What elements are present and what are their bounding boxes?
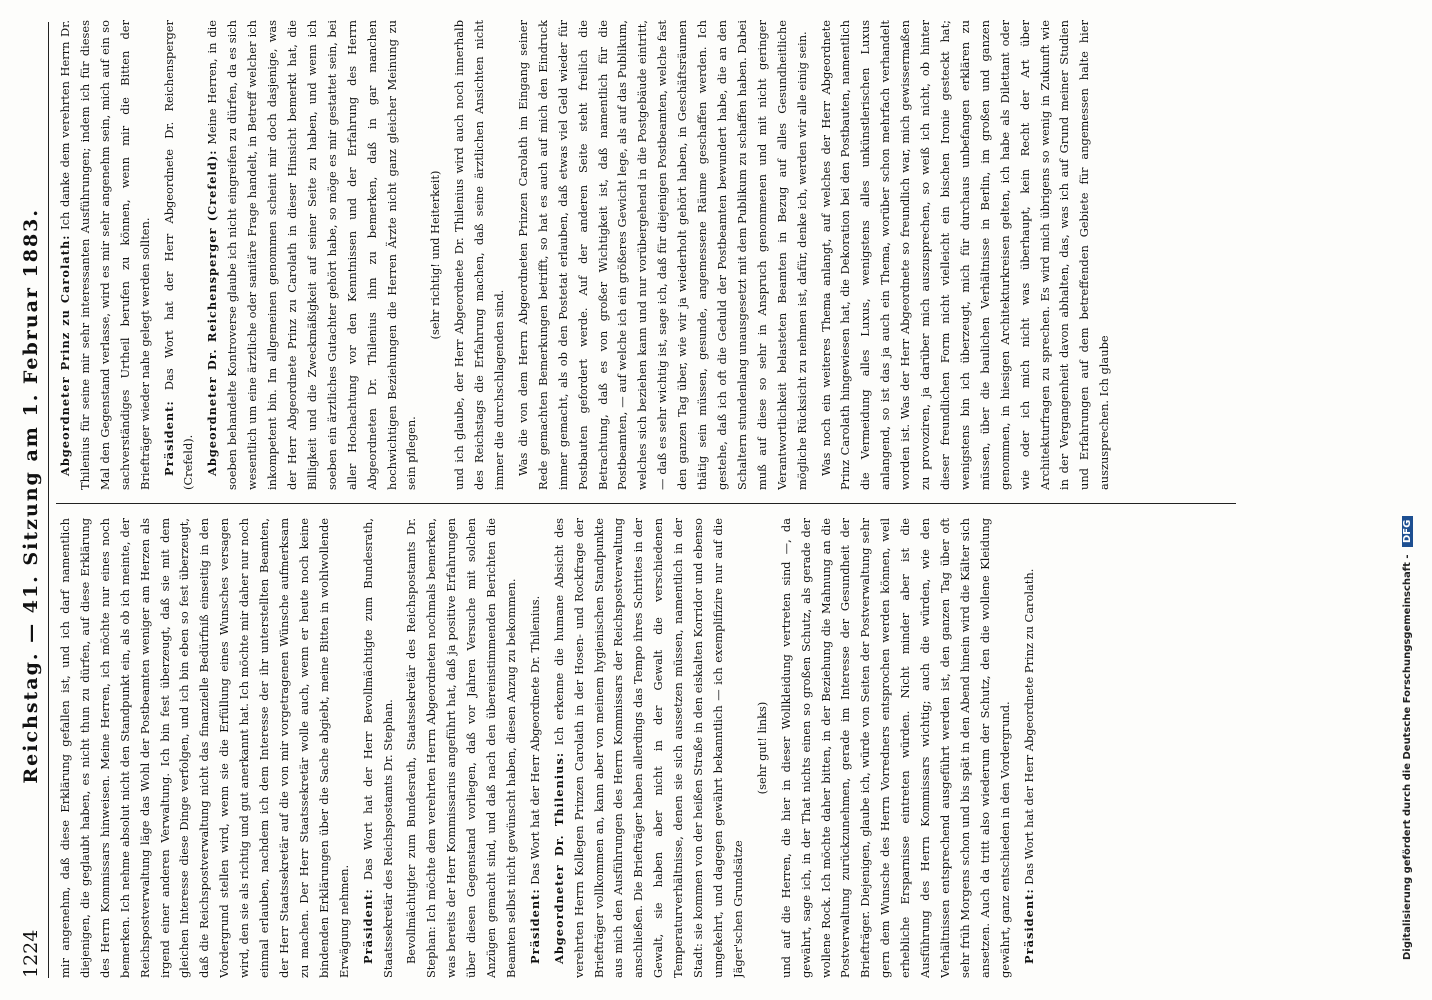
paragraph [56, 20, 156, 490]
speech-text: Das Wort hat der Herr Abgeordnete Prinz zu Carolath. [1021, 568, 1036, 885]
speech-text: Ich erkenne die humane Absicht des verehrten Herrn Kollegen Prinzen Carolath in der Hosen- und Rockfrage der Briefträger vollkommen an, kann aber von meinem hygienischen Standpunkte aus mich den Ausführungen des Herrn Kommissars der Reichspostverwaltung anschließen. Die Briefträger haben allerdings das Tempo ihres Schrittes in der Gewalt, sie haben aber nicht in der Gewalt die verschiedenen Temperaturverhältnisse, denen sie sich aussetzen müssen, namentlich in der Stadt: sie kommen von der heißen Straße in den eiskalten Korridor und ebenso umgekehrt, und dagegen gewährt bekanntlich — ich exemplifizire nur auf die Jäger'schen Grundsätze [551, 518, 745, 978]
paragraph [203, 20, 422, 490]
interjection: (sehr gut! links) [754, 701, 769, 795]
left-column [56, 518, 1216, 978]
paragraph: Was die von dem Herrn Abgeordneten Prinzen Carolath im Eingang seiner Rede gemachten Bemerkungen betrifft, so hat es auch auf mich den Eindruck immer gemacht, als ob den Postetat erlauben, daß etwas viel Geld wieder für Postbauten gefordert werde. Auf der anderen Seite steht freilich die Betrachtung, daß es von großer Wichtigkeit ist, daß namentlich für die Postbeamten, — auf welche ich ein größeres Gewicht lege, als auf das Publikum, welches sich beziehen kann und nur vorübergehend in die Postgebäude eintritt, — daß es sehr wichtig ist, sage ich, daß für diejenigen Postbeamten, welche fast den ganzen Tag über, wie wir ja wiederholt gehört haben, in Geschäftsräumen thätig sein müssen, gesunde, angemessene Räume geschaffen werden. Ich gestehe, daß ich oft die Geduld der Postbeamten bewundert habe, die an den Schaltern stundenlang unausgesetzt mit dem Publikum zu schaffen haben. Dabei muß auf diese so sehr in Anspruch genommenen und mit nicht geringer Verantwortlichkeit belasteten Beamten in Bezug auf alles Gesundheitliche mögliche Rücksicht zu nehmen ist, dafür, denke ich, werden wir alle einig sein. [515, 20, 809, 490]
paragraph [550, 518, 749, 978]
credit-text: Digitalisierung gefördert durch die Deutsche Forschungsgemeinschaft - [1402, 554, 1413, 960]
interjection: (sehr richtig! und Heiterkeit) [428, 170, 443, 340]
paragraph [160, 20, 200, 490]
paragraph: und auf die Herren, die hier in dieser Wollkleidung vertreten sind —, da gewährt, sage ich, in der That nichts einen so großen Schutz, als gerade der wollene Rock. Ich möchte daher bitten, in der Beziehung die Mahnung an die Postverwaltung zurückzunehmen, gerade im Interesse der Gesundheit der Briefträger. Diejenigen, glaube ich, würde von Seiten der Postverwaltung sehr gern dem Wunsche des Herrn Vorredners entsprochen werden können, weil erhebliche Ersparnisse eintreten würden. Nicht minder aber ist die Ausführung des Herrn Kommissars wichtig; auch die würden, wie den Verhältnissen entsprechend ausgeführt werden ist, den ganzen Tag über oft sehr früh Morgens schon und bis spät in den Abend hinein wird die Kälter sich ansetzen. Auch da tritt also wiederum der Schutz, den die wollene Kleidung gewährt, ganz entschieden in den Vordergrund. [778, 518, 1012, 978]
column-divider [56, 503, 1236, 504]
header-rule [48, 22, 49, 978]
speech-text: Das Wort hat der Herr Bevollmächtigte zum Bundesrath, Staatssekretär des Reichspostamts Dr. Stephan. [360, 518, 395, 978]
page-header [16, 22, 46, 978]
page-number: 1224 [20, 929, 42, 978]
speech-text: Das Wort hat der Herr Abgeordnete Dr. Reichensperger (Crefeld). [161, 20, 196, 490]
paragraph [1020, 518, 1040, 978]
speaker-label: Bevollmächtigter zum Bundesrath, Staatssekretär des Reichspostamts Dr. Stephan: [404, 518, 439, 978]
speaker-label: Abgeordneter Dr. Reichensperger (Crefeld): [205, 149, 220, 476]
paragraph [526, 518, 546, 978]
paragraph: und ich glaube, der Herr Abgeordnete Dr. Thilenius wird auch noch innerhalb des Reichstags die Erfahrung machen, daß seine ärztlichen Ansichten nicht immer die durchschlagenden sind. [452, 20, 507, 490]
speaker-label: Präsident: [1021, 888, 1036, 964]
speaker-label: Präsident: [360, 888, 375, 964]
speaker-label: Abgeordneter Dr. Thilenius: [551, 751, 566, 964]
speaker-label: Präsident: [527, 888, 542, 964]
paragraph: mir angenehm, daß diese Erklärung gefallen ist, und ich darf namentlich diejenigen, die geglaubt haben, es nicht thun zu dürfen, auf diese Erklärung des Herrn Kommissars hinweisen. Meine Herren, ich möchte nur eines noch bemerken. Ich nehme absolut nicht den Standpunkt ein, als ob ich meinte, der Reichspostverwaltung läge das Wohl der Postbeamten weniger am Herzen als irgend einer anderen Verwaltung. Ich bin fest überzeugt, daß sie mit dem gleichen Interesse diese Dinge verfolgen, und ich bin eben so fest überzeugt, daß die Reichspostverwaltung nicht das finanzielle Bedürfniß einseitig in den Vordergrund stellen wird, wenn sie die Erfüllung eines Wunsches versagen wird, den sie als richtig und gut anerkannt hat. Ich möchte mir daher nur noch einmal erlauben, nachdem ich dem Interesse der ihr unterstellten Beamten, der Herr Staatssekretär auf die von mir vorgetragenen Wünsche aufmerksam zu machen. Der Herr Staatssekretär wolle auch, wenn er heute noch keine bindenden Erklärungen über die Sache abgiebt, meine Bitten in wohlwollende Erwägung nehmen. [58, 518, 351, 978]
speech-text: Meine Herren, in die soeben behandelte Kontroverse glaube ich nicht eingreifen zu dürfen, da es sich wesentlich um eine ärztliche oder sanitäre Frage handelt, in Betreff welcher ich inkompetent bin. Im allgemeinen genommen scheint mir doch dasjenige, was der Herr Abgeordnete Prinz zu Carolath in dieser Hinsicht bemerkt hat, die Billigkeit und die Zweckmäßigkeit auf seiner Seite zu haben, und wenn ich soeben ein ärztliches Gutachter gehört habe, so möge es mir gestattet sein, bei aller Hochachtung vor den Kenntnissen und der Erfahrung des Herrn Abgeordneten Dr. Thilenius ihm zu bemerken, daß in gar manchen hochwichtigen Beziehungen die Herren Ärzte nicht ganz gleicher Meinung zu sein pflegen. [205, 20, 419, 490]
speech-text: Ich möchte dem verehrten Herrn Abgeordneten nochmals bemerken, was bereits der Herr Kommissarius angeführt hat, daß ja positive Erfahrungen über diesen Gegenstand vorliegen, daß vor Jahren Versuche mit solchen Anzügen gemacht sind, und daß nach den übereinstimmenden Berichten die Beamten selbst nicht gewünscht haben, diesen Anzug zu bekommen. [424, 518, 518, 978]
right-column [56, 20, 1216, 490]
speech-text: Das Wort hat der Herr Abgeordnete Dr. Thilenius. [527, 595, 542, 885]
speaker-label: Abgeordneter Prinz zu Carolath: [58, 234, 72, 476]
dfg-logo: DFG [1402, 516, 1413, 547]
paragraph [359, 518, 399, 978]
paragraph: Was noch ein weiteres Thema anlangt, auf welches der Herr Abgeordnete Prinz Carolath hingewiesen hat, die Dekoration bei den Postbauten, namentlich die Vermeidung alles Luxus, wenigstens alles unkünstlerischen Luxus anlangend, so ist das ja auch ein Thema, worüber schon mehrfach verhandelt worden ist. Was der Herr Abgeordnete so freundlich war, mich gewissermaßen zu provoziren, ja darüber mich auszusprechen, so weiß ich nicht, ob hinter dieser freundlichen Form nicht vielleicht ein bischen Ironie gesteckt hat; wenigstens bin ich überzeugt, mich für durchaus unbefangen erklären zu müssen, über die baulichen Verhältnisse in Berlin, im großen und ganzen genommen, in hiesigen Architekturkreisen gelten, ich habe als Dilettant oder wie oder ich mich nicht was überhaupt, kein Recht der Art über Architekturfragen zu sprechen. Es wird mich übrigens so wenig in Zukunft wie in der Vergangenheit davon abhalten, das, was ich auf Grund meiner Studien und Erfahrungen auf dem betreffenden Gebiete für angemessen halte hier auszusprechen. Ich glaube [818, 20, 1112, 490]
running-title: Reichstag. — 41. Sitzung am 1. Februar 1883. [20, 208, 42, 784]
speech-text: Ich danke dem verehrten Herrn Dr. Thilenius für seine mir sehr interessanten Ausführungen; indem ich für dieses Mal den Gegenstand verlasse, wird es mir sehr angenehm sein, mich auf ein so sachverständiges Urtheil berufen zu können, wenn mir die Bitten der Briefträger wieder nahe gelegt werden sollten. [58, 20, 152, 490]
speaker-label: Präsident: [161, 400, 176, 476]
paragraph [402, 518, 521, 978]
digitization-credit [1402, 516, 1413, 960]
